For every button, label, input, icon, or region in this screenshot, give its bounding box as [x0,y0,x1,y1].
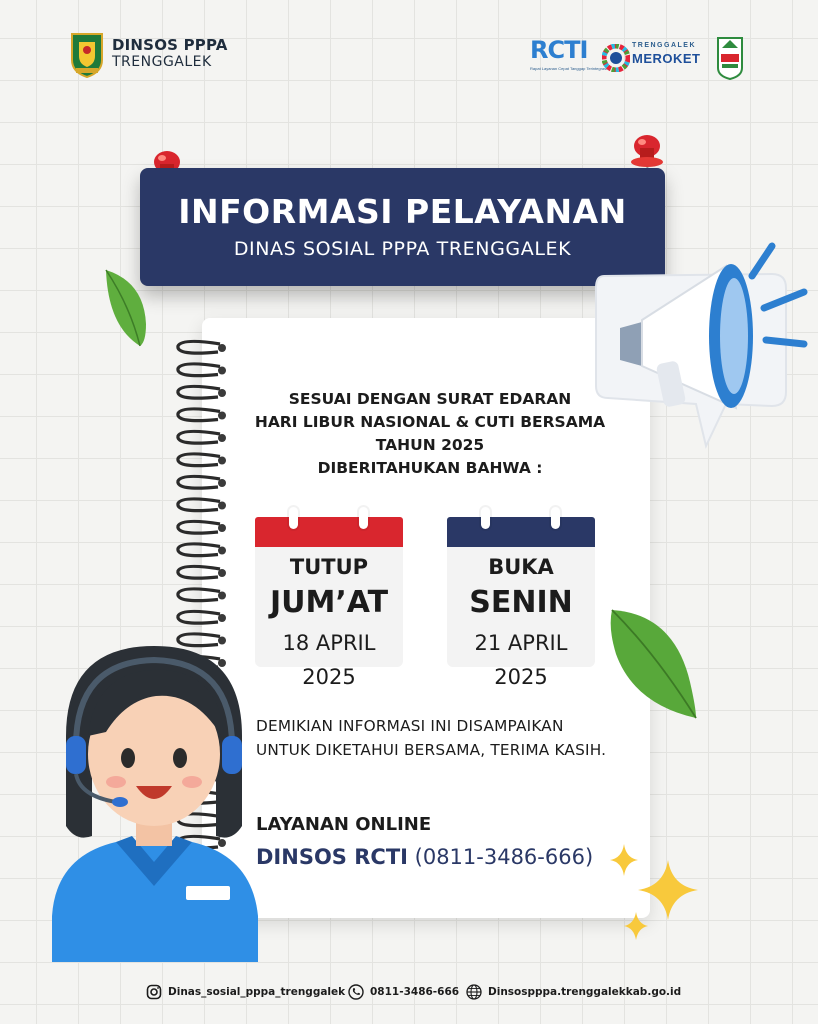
spiral-hole [218,592,226,600]
calendar-closed [255,517,403,689]
online-service-phone: (0811-3486-666) [414,845,594,869]
online-service-name: DINSOS RCTI [256,845,408,869]
spiral-hole [218,367,226,375]
sdg-wheel-icon [602,44,630,72]
rcti-logo [530,36,608,76]
megaphone-icon [586,236,812,456]
spiral-hole [218,412,226,420]
phone-icon [348,984,364,1000]
closing-line: UNTUK DIKETAHUI BERSAMA, TERIMA KASIH. [256,741,607,759]
spiral-hole [218,389,226,397]
calendar-open [447,517,595,689]
leaf-icon [100,266,152,348]
intro-line: DIBERITAHUKAN BAHWA : [317,459,543,477]
open-year: 2025 [494,665,548,689]
spiral-hole [218,479,226,487]
calendar-header [255,517,403,547]
spiral-hole [218,569,226,577]
sparkle-icon [604,840,714,944]
notice-intro [230,388,630,480]
spiral-hole [218,434,226,442]
rcti-logo-text: RCTI [530,36,588,64]
meroket-logo-small-text: TRENGGALEK [632,42,696,49]
instagram-handle: Dinas_sosial_pppa_trenggalek [168,986,346,998]
closed-day: JUM’AT [269,585,389,620]
spiral-hole [218,524,226,532]
spiral-ring [178,341,220,353]
closed-date: 18 APRIL [282,631,376,655]
open-day: SENIN [469,585,573,620]
spiral-ring [178,409,220,421]
online-service-title: LAYANAN ONLINE [256,814,432,835]
spiral-ring [178,364,220,376]
rcti-logo-tagline: Rapat Layanan Cepat Tanggap Terintegrasi [530,66,608,71]
online-service-contact [256,845,593,869]
spiral-ring [178,454,220,466]
spiral-ring [178,611,220,623]
org-subtitle: TRENGGALEK [112,54,212,70]
intro-line: HARI LIBUR NASIONAL & CUTI BERSAMA [254,413,606,431]
instagram-icon [146,984,162,1000]
spiral-ring [178,386,220,398]
spiral-hole [218,614,226,622]
footer-instagram[interactable] [146,976,345,1008]
trenggalek-meroket-logo [602,42,712,74]
intro-line: SESUAI DENGAN SURAT EDARAN [288,390,572,408]
globe-icon [466,984,482,1000]
igx-logo-icon [716,34,744,80]
emblem-icon [68,32,106,78]
closed-year: 2025 [302,665,356,689]
closed-status: TUTUP [289,555,369,579]
leaf-icon [604,604,700,722]
calendar-header [447,517,595,547]
spiral-hole [218,457,226,465]
customer-service-agent-illustration [36,636,272,962]
spiral-hole [218,502,226,510]
website-url: Dinsospppa.trenggalekkab.go.id [488,986,682,998]
meroket-logo-big-text: MEROKET [632,51,701,66]
closing-line: DEMIKIAN INFORMASI INI DISAMPAIKAN [256,717,564,735]
banner-title: INFORMASI PELAYANAN [178,192,627,231]
org-name: DINSOS PPPA [112,36,228,54]
phone-number: 0811-3486-666 [370,986,460,998]
intro-line: TAHUN 2025 [375,436,485,454]
spiral-ring [178,499,220,511]
dinsos-logo [68,32,228,78]
spiral-ring [178,521,220,533]
spiral-hole [218,344,226,352]
footer-contacts [0,976,818,1008]
footer-phone[interactable] [348,976,459,1008]
notice-closing [256,714,656,762]
open-date: 21 APRIL [474,631,568,655]
footer-website[interactable] [466,976,681,1008]
spiral-ring [178,431,220,443]
banner-subtitle: DINAS SOSIAL PPPA TRENGGALEK [233,238,572,260]
spiral-ring [178,476,220,488]
open-status: BUKA [488,555,554,579]
spiral-ring [178,589,220,601]
spiral-ring [178,544,220,556]
spiral-hole [218,547,226,555]
spiral-ring [178,566,220,578]
